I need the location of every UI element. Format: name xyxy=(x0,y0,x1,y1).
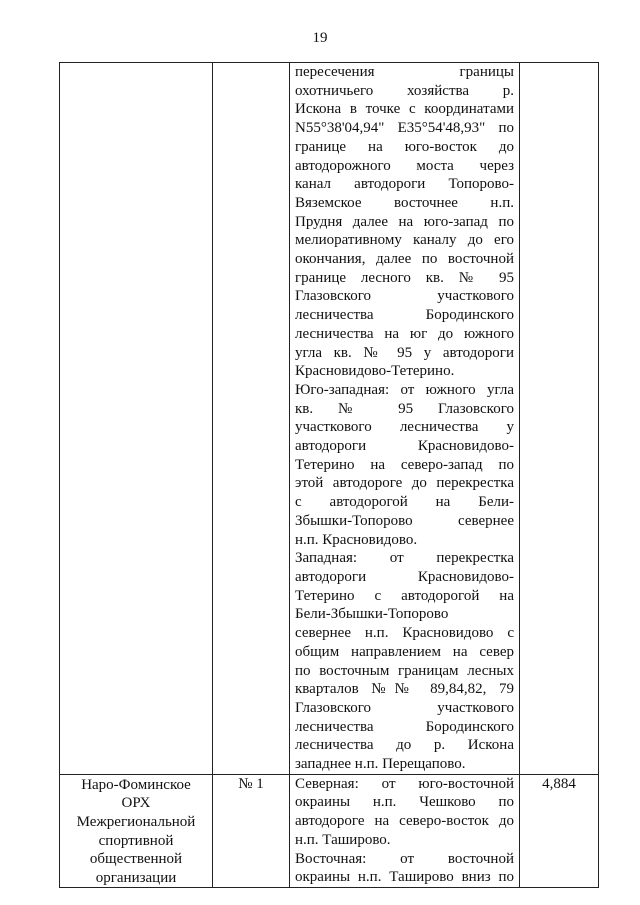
boundary-description xyxy=(295,775,514,887)
organization-name xyxy=(60,775,212,888)
description-line: Западная: от перекрестка xyxy=(295,550,514,567)
description-line: Бели-Збышки-Топорово xyxy=(295,606,449,623)
boundary-description-cell xyxy=(290,774,520,888)
description-line: Тетерино с автодорогой на xyxy=(295,587,514,604)
description-line: пересечения границы xyxy=(295,64,514,80)
description-line: севернее н.п. Красновидово с xyxy=(295,625,514,642)
description-line: автодороге на северо-восток до xyxy=(295,813,514,830)
boundary-description-cell xyxy=(290,63,520,775)
description-line: автодорожного моста через xyxy=(295,157,514,174)
ground-number: № 1 xyxy=(238,775,264,792)
description-line: лесничества на юг до южного xyxy=(295,325,514,342)
description-line: Восточная: от восточной xyxy=(295,850,514,867)
description-line: западнее н.п. Перещапово. xyxy=(295,756,466,773)
description-line: Искона в точке с координатами xyxy=(295,101,514,118)
description-line: Юго-западная: от южного угла xyxy=(295,381,514,398)
organization-name-line: организации xyxy=(95,869,177,886)
area-value: 4,884 xyxy=(542,775,576,792)
organization-name-line: Наро-Фоминское xyxy=(81,776,191,793)
boundary-description xyxy=(295,63,514,774)
description-line: границе лесного кв. № 95 xyxy=(295,269,514,286)
description-line: по восточным границам лесных xyxy=(295,662,514,679)
description-line: этой автодороге до перекрестка xyxy=(295,475,514,492)
description-line: кв. № 95 Глазовского xyxy=(295,400,514,417)
description-line: Збышки-Топорово севернее xyxy=(295,512,514,529)
name-cell xyxy=(60,63,213,775)
description-line: лесничества до р. Искона xyxy=(295,737,514,754)
description-line: охотничьего хозяйства р. xyxy=(295,82,514,99)
description-line: Северная: от юго-восточной xyxy=(295,775,514,792)
description-line: окраины н.п. Чешково по xyxy=(295,794,514,811)
page-number: 19 xyxy=(312,30,328,46)
organization-name-line: общественной xyxy=(89,851,183,868)
number-cell xyxy=(213,774,290,888)
organization-name-line: спортивной xyxy=(98,832,174,849)
description-line: Тетерино на северо-запад по xyxy=(295,456,514,473)
description-line: канал автодороги Топорово- xyxy=(295,176,514,193)
description-line: лесничества Бородинского xyxy=(295,718,514,735)
description-line: лесничества Бородинского xyxy=(295,307,514,324)
description-line: автодороги Красновидово- xyxy=(295,568,514,585)
description-line: общим направлением на север xyxy=(295,643,514,660)
description-line: окраины н.п. Таширово вниз по xyxy=(295,869,514,886)
description-line: N55°38'04,94" E35°54'48,93" по xyxy=(295,120,514,137)
description-line: угла кв. № 95 у автодороги xyxy=(295,344,514,361)
description-line: Красновидово-Тетерино. xyxy=(295,363,455,380)
description-line: Глазовского участкового xyxy=(295,699,514,716)
organization-name-line: Межрегиональной xyxy=(76,813,196,830)
description-line: участкового лесничества у xyxy=(295,419,514,436)
description-line: автодороги Красновидово- xyxy=(295,438,514,455)
hunting-grounds-table xyxy=(59,62,599,888)
number-cell xyxy=(213,63,290,775)
description-line: с автодорогой на Бели- xyxy=(295,494,514,511)
name-cell xyxy=(60,774,213,888)
description-line: Глазовского участкового xyxy=(295,288,514,305)
area-cell xyxy=(520,63,599,775)
description-line: кварталов №№ 89,84,82, 79 xyxy=(295,681,514,698)
organization-name-line: ОРХ xyxy=(121,795,151,812)
description-line: окончания, далее по восточной xyxy=(295,251,514,268)
description-line: границе на юго-восток до xyxy=(295,138,514,155)
description-line: мелиоративному каналу до его xyxy=(295,232,514,249)
description-line: Прудня далее на юго-запад по xyxy=(295,213,514,230)
area-cell xyxy=(520,774,599,888)
description-line: н.п. Таширово. xyxy=(295,831,391,848)
description-line: н.п. Красновидово. xyxy=(295,531,418,548)
table-row xyxy=(60,63,599,775)
table-row xyxy=(60,774,599,888)
description-line: Вяземское восточнее н.п. xyxy=(295,194,514,211)
